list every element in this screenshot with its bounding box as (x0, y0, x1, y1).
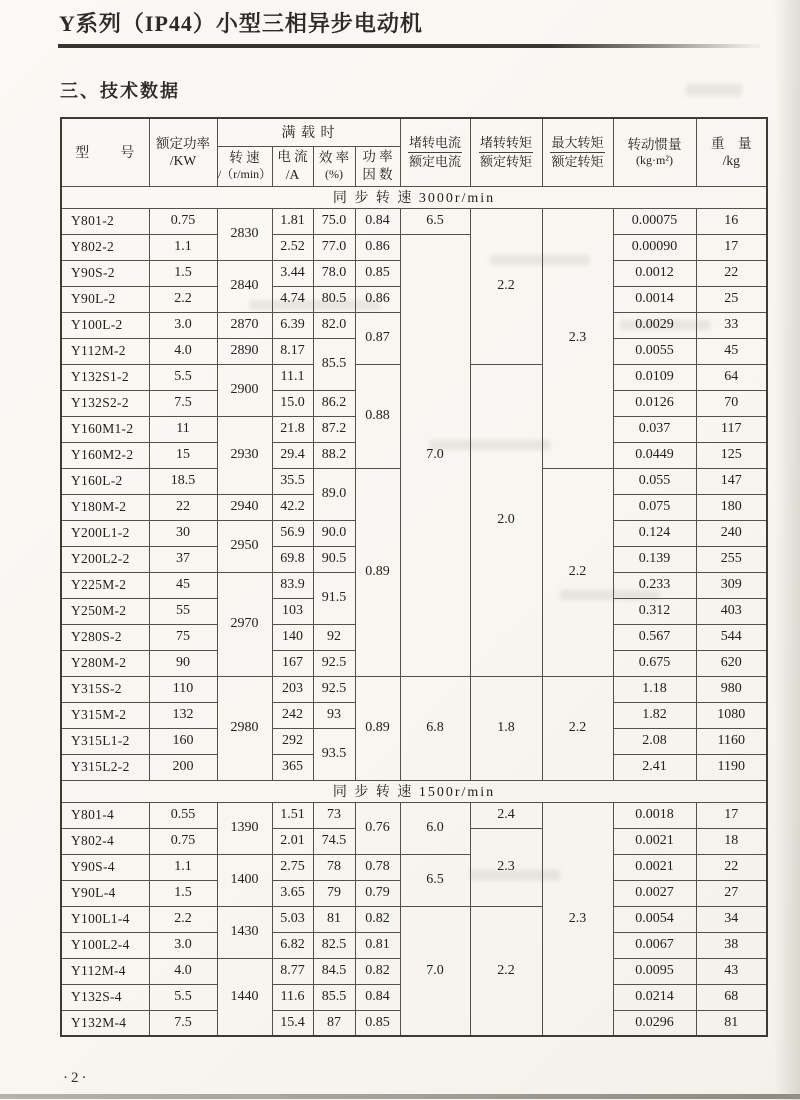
cell-current_a: 3.44 (272, 260, 313, 286)
cell-efficiency_pct: 79 (313, 880, 355, 906)
cell-rated_power_kw: 5.5 (149, 984, 217, 1010)
technical-data-table (60, 117, 768, 1037)
cell-current_a: 69.8 (272, 546, 313, 572)
section-heading: 三、技术数据 (60, 81, 180, 101)
cell-inertia_kgm2: 0.00090 (613, 234, 696, 260)
cell-rated_power_kw: 0.55 (149, 802, 217, 828)
cell-current_a: 35.5 (272, 468, 313, 494)
header-current-unit: /A (285, 167, 300, 182)
cell-inertia_kgm2: 0.0214 (613, 984, 696, 1010)
cell-current_a: 21.8 (272, 416, 313, 442)
cell-efficiency_pct: 82.5 (313, 932, 355, 958)
cell-inertia_kgm2: 0.0126 (613, 390, 696, 416)
cell-speed_rpm: 2970 (217, 572, 272, 676)
scan-bottom-edge (0, 1094, 800, 1099)
cell-rated_power_kw: 7.5 (149, 1010, 217, 1036)
cell-inertia_kgm2: 0.233 (613, 572, 696, 598)
cell-inertia_kgm2: 0.0027 (613, 880, 696, 906)
cell-current_a: 2.52 (272, 234, 313, 260)
title-divider (58, 44, 760, 48)
cell-model: Y160M1-2 (61, 416, 149, 442)
header-efficiency (313, 146, 355, 186)
cell-power_factor: 0.87 (355, 312, 400, 364)
cell-rated_power_kw: 90 (149, 650, 217, 676)
cell-locked_rotor_current_ratio: 6.0 (400, 802, 470, 854)
cell-efficiency_pct: 82.0 (313, 312, 355, 338)
cell-rated_power_kw: 110 (149, 676, 217, 702)
header-inertia-label: 转动惯量 (627, 136, 682, 152)
cell-model: Y802-4 (61, 828, 149, 854)
cell-power_factor: 0.85 (355, 260, 400, 286)
cell-efficiency_pct: 90.5 (313, 546, 355, 572)
header-locked-rotor-current-ratio (400, 118, 470, 186)
cell-max_torque_ratio: 2.2 (542, 676, 613, 780)
scan-right-vignette (774, 0, 800, 1100)
cell-current_a: 83.9 (272, 572, 313, 598)
cell-model: Y112M-4 (61, 958, 149, 984)
cell-inertia_kgm2: 0.0014 (613, 286, 696, 312)
cell-model: Y90L-4 (61, 880, 149, 906)
cell-efficiency_pct: 91.5 (313, 572, 355, 624)
cell-model: Y132S1-2 (61, 364, 149, 390)
cell-weight_kg: 309 (696, 572, 767, 598)
cell-rated_power_kw: 2.2 (149, 286, 217, 312)
cell-efficiency_pct: 78.0 (313, 260, 355, 286)
header-rated-power (149, 118, 217, 186)
cell-rated_power_kw: 1.5 (149, 260, 217, 286)
header-current-label: 电 流 (277, 149, 308, 165)
cell-power_factor: 0.85 (355, 1010, 400, 1036)
cell-weight_kg: 620 (696, 650, 767, 676)
cell-rated_power_kw: 1.5 (149, 880, 217, 906)
cell-efficiency_pct: 75.0 (313, 208, 355, 234)
cell-inertia_kgm2: 2.08 (613, 728, 696, 754)
table-row (61, 208, 767, 234)
cell-efficiency_pct: 74.5 (313, 828, 355, 854)
cell-model: Y250M-2 (61, 598, 149, 624)
table-row (61, 234, 767, 260)
cell-inertia_kgm2: 0.0095 (613, 958, 696, 984)
cell-weight_kg: 45 (696, 338, 767, 364)
cell-current_a: 6.39 (272, 312, 313, 338)
cell-rated_power_kw: 22 (149, 494, 217, 520)
cell-efficiency_pct: 78 (313, 854, 355, 880)
cell-model: Y160M2-2 (61, 442, 149, 468)
header-power-factor-label2: 因 数 (362, 167, 393, 182)
cell-power_factor: 0.86 (355, 286, 400, 312)
cell-current_a: 365 (272, 754, 313, 780)
header-inertia (613, 118, 696, 186)
cell-weight_kg: 70 (696, 390, 767, 416)
cell-speed_rpm: 2930 (217, 416, 272, 494)
cell-rated_power_kw: 15 (149, 442, 217, 468)
cell-locked_rotor_current_ratio: 6.5 (400, 208, 470, 234)
cell-weight_kg: 27 (696, 880, 767, 906)
cell-speed_rpm: 2950 (217, 520, 272, 572)
cell-power_factor: 0.88 (355, 364, 400, 468)
cell-efficiency_pct: 93 (313, 702, 355, 728)
cell-weight_kg: 147 (696, 468, 767, 494)
cell-power_factor: 0.84 (355, 984, 400, 1010)
cell-power_factor: 0.82 (355, 906, 400, 932)
cell-speed_rpm: 2840 (217, 260, 272, 312)
cell-model: Y132S-4 (61, 984, 149, 1010)
header-row-1 (61, 118, 767, 146)
header-speed (217, 146, 272, 186)
cell-weight_kg: 1160 (696, 728, 767, 754)
cell-current_a: 167 (272, 650, 313, 676)
cell-speed_rpm: 2940 (217, 494, 272, 520)
cell-model: Y180M-2 (61, 494, 149, 520)
cell-inertia_kgm2: 2.41 (613, 754, 696, 780)
section-title: 同 步 转 速 3000r/min (61, 186, 767, 208)
cell-power_factor: 0.89 (355, 468, 400, 676)
cell-efficiency_pct: 92 (313, 624, 355, 650)
cell-locked_rotor_torque_ratio: 2.0 (470, 364, 542, 676)
bleed-through-mark (686, 84, 742, 96)
table-body (61, 186, 767, 1036)
cell-inertia_kgm2: 0.075 (613, 494, 696, 520)
cell-model: Y315M-2 (61, 702, 149, 728)
cell-model: Y100L2-4 (61, 932, 149, 958)
cell-weight_kg: 240 (696, 520, 767, 546)
cell-efficiency_pct: 89.0 (313, 468, 355, 520)
section-header-row (61, 186, 767, 208)
cell-current_a: 56.9 (272, 520, 313, 546)
cell-model: Y90L-2 (61, 286, 149, 312)
cell-current_a: 2.01 (272, 828, 313, 854)
cell-weight_kg: 16 (696, 208, 767, 234)
cell-model: Y200L1-2 (61, 520, 149, 546)
header-weight-label: 重 量 (711, 135, 752, 151)
cell-weight_kg: 22 (696, 260, 767, 286)
cell-inertia_kgm2: 0.0449 (613, 442, 696, 468)
cell-speed_rpm: 2830 (217, 208, 272, 260)
cell-rated_power_kw: 1.1 (149, 854, 217, 880)
cell-efficiency_pct: 86.2 (313, 390, 355, 416)
cell-locked_rotor_current_ratio: 7.0 (400, 906, 470, 1036)
cell-inertia_kgm2: 1.18 (613, 676, 696, 702)
cell-efficiency_pct: 73 (313, 802, 355, 828)
cell-power_factor: 0.76 (355, 802, 400, 854)
cell-rated_power_kw: 4.0 (149, 338, 217, 364)
cell-model: Y132S2-2 (61, 390, 149, 416)
cell-locked_rotor_torque_ratio: 2.2 (470, 208, 542, 364)
cell-power_factor: 0.79 (355, 880, 400, 906)
header-inertia-unit: (kg·m²) (636, 153, 673, 168)
cell-locked_rotor_current_ratio: 6.8 (400, 676, 470, 780)
cell-current_a: 8.17 (272, 338, 313, 364)
cell-inertia_kgm2: 0.0029 (613, 312, 696, 338)
cell-model: Y280S-2 (61, 624, 149, 650)
cell-power_factor: 0.81 (355, 932, 400, 958)
cell-weight_kg: 64 (696, 364, 767, 390)
cell-current_a: 4.74 (272, 286, 313, 312)
header-model: 型 号 (61, 118, 149, 186)
cell-speed_rpm: 1390 (217, 802, 272, 854)
cell-efficiency_pct: 81 (313, 906, 355, 932)
cell-weight_kg: 25 (696, 286, 767, 312)
cell-weight_kg: 22 (696, 854, 767, 880)
ratio-denominator: 额定转矩 (479, 153, 532, 169)
cell-model: Y160L-2 (61, 468, 149, 494)
cell-inertia_kgm2: 0.0018 (613, 802, 696, 828)
cell-rated_power_kw: 2.2 (149, 906, 217, 932)
cell-weight_kg: 81 (696, 1010, 767, 1036)
cell-model: Y315S-2 (61, 676, 149, 702)
cell-model: Y90S-4 (61, 854, 149, 880)
cell-rated_power_kw: 132 (149, 702, 217, 728)
cell-current_a: 1.81 (272, 208, 313, 234)
cell-current_a: 242 (272, 702, 313, 728)
cell-max_torque_ratio: 2.3 (542, 802, 613, 1036)
header-speed-unit: /（r/min） (217, 166, 272, 181)
cell-inertia_kgm2: 0.312 (613, 598, 696, 624)
cell-inertia_kgm2: 0.124 (613, 520, 696, 546)
header-full-load: 满 载 时 (217, 118, 400, 146)
cell-current_a: 140 (272, 624, 313, 650)
cell-power_factor: 0.82 (355, 958, 400, 984)
cell-rated_power_kw: 11 (149, 416, 217, 442)
table-header (61, 118, 767, 186)
cell-inertia_kgm2: 0.0054 (613, 906, 696, 932)
cell-current_a: 203 (272, 676, 313, 702)
cell-model: Y200L2-2 (61, 546, 149, 572)
cell-efficiency_pct: 85.5 (313, 984, 355, 1010)
cell-rated_power_kw: 37 (149, 546, 217, 572)
header-speed-label: 转 速 (229, 150, 260, 166)
cell-model: Y802-2 (61, 234, 149, 260)
cell-inertia_kgm2: 0.0021 (613, 828, 696, 854)
cell-inertia_kgm2: 0.0067 (613, 932, 696, 958)
cell-model: Y112M-2 (61, 338, 149, 364)
cell-efficiency_pct: 90.0 (313, 520, 355, 546)
cell-weight_kg: 18 (696, 828, 767, 854)
ratio-numerator: 最大转矩 (550, 135, 604, 153)
cell-inertia_kgm2: 0.0055 (613, 338, 696, 364)
cell-efficiency_pct: 80.5 (313, 286, 355, 312)
cell-current_a: 8.77 (272, 958, 313, 984)
cell-weight_kg: 33 (696, 312, 767, 338)
table-row (61, 854, 767, 880)
cell-weight_kg: 38 (696, 932, 767, 958)
cell-inertia_kgm2: 0.00075 (613, 208, 696, 234)
cell-current_a: 15.0 (272, 390, 313, 416)
cell-weight_kg: 180 (696, 494, 767, 520)
cell-rated_power_kw: 3.0 (149, 312, 217, 338)
cell-model: Y132M-4 (61, 1010, 149, 1036)
cell-efficiency_pct: 92.5 (313, 676, 355, 702)
cell-locked_rotor_torque_ratio: 2.2 (470, 906, 542, 1036)
cell-weight_kg: 17 (696, 802, 767, 828)
cell-rated_power_kw: 200 (149, 754, 217, 780)
cell-inertia_kgm2: 0.567 (613, 624, 696, 650)
cell-current_a: 3.65 (272, 880, 313, 906)
cell-locked_rotor_torque_ratio: 1.8 (470, 676, 542, 780)
cell-inertia_kgm2: 0.037 (613, 416, 696, 442)
cell-speed_rpm: 2890 (217, 338, 272, 364)
cell-rated_power_kw: 3.0 (149, 932, 217, 958)
header-rated-power-label: 额定功率 (156, 135, 210, 151)
cell-speed_rpm: 2980 (217, 676, 272, 780)
cell-rated_power_kw: 45 (149, 572, 217, 598)
ratio-numerator: 堵转电流 (408, 135, 462, 153)
cell-efficiency_pct: 87 (313, 1010, 355, 1036)
cell-weight_kg: 34 (696, 906, 767, 932)
cell-current_a: 5.03 (272, 906, 313, 932)
cell-rated_power_kw: 7.5 (149, 390, 217, 416)
header-efficiency-unit: (%) (325, 166, 343, 181)
cell-model: Y100L-2 (61, 312, 149, 338)
cell-power_factor: 0.89 (355, 676, 400, 780)
cell-efficiency_pct: 88.2 (313, 442, 355, 468)
cell-inertia_kgm2: 1.82 (613, 702, 696, 728)
cell-rated_power_kw: 0.75 (149, 208, 217, 234)
cell-current_a: 103 (272, 598, 313, 624)
table-row (61, 676, 767, 702)
cell-locked_rotor_current_ratio: 6.5 (400, 854, 470, 906)
cell-locked_rotor_torque_ratio: 2.3 (470, 828, 542, 906)
header-efficiency-label: 效 率 (318, 150, 350, 166)
cell-weight_kg: 68 (696, 984, 767, 1010)
section-title: 同 步 转 速 1500r/min (61, 780, 767, 802)
cell-inertia_kgm2: 0.0109 (613, 364, 696, 390)
cell-efficiency_pct: 92.5 (313, 650, 355, 676)
cell-current_a: 6.82 (272, 932, 313, 958)
cell-inertia_kgm2: 0.675 (613, 650, 696, 676)
cell-inertia_kgm2: 0.055 (613, 468, 696, 494)
cell-rated_power_kw: 30 (149, 520, 217, 546)
cell-inertia_kgm2: 0.0012 (613, 260, 696, 286)
ratio-denominator: 额定转矩 (551, 153, 604, 169)
cell-model: Y100L1-4 (61, 906, 149, 932)
cell-weight_kg: 17 (696, 234, 767, 260)
cell-efficiency_pct: 84.5 (313, 958, 355, 984)
cell-rated_power_kw: 5.5 (149, 364, 217, 390)
cell-inertia_kgm2: 0.139 (613, 546, 696, 572)
cell-max_torque_ratio: 2.2 (542, 468, 613, 676)
cell-weight_kg: 980 (696, 676, 767, 702)
cell-model: Y280M-2 (61, 650, 149, 676)
cell-inertia_kgm2: 0.0296 (613, 1010, 696, 1036)
table-row (61, 802, 767, 828)
cell-current_a: 2.75 (272, 854, 313, 880)
cell-model: Y801-2 (61, 208, 149, 234)
cell-weight_kg: 117 (696, 416, 767, 442)
header-max-torque-ratio (542, 118, 613, 186)
cell-speed_rpm: 1400 (217, 854, 272, 906)
cell-efficiency_pct: 77.0 (313, 234, 355, 260)
cell-current_a: 42.2 (272, 494, 313, 520)
cell-model: Y801-4 (61, 802, 149, 828)
table-row (61, 906, 767, 932)
cell-weight_kg: 43 (696, 958, 767, 984)
cell-efficiency_pct: 93.5 (313, 728, 355, 780)
cell-current_a: 15.4 (272, 1010, 313, 1036)
cell-current_a: 292 (272, 728, 313, 754)
ratio-denominator: 额定电流 (408, 153, 461, 169)
cell-rated_power_kw: 55 (149, 598, 217, 624)
cell-model: Y90S-2 (61, 260, 149, 286)
cell-current_a: 11.6 (272, 984, 313, 1010)
header-current (272, 146, 313, 186)
cell-weight_kg: 403 (696, 598, 767, 624)
header-rated-power-unit: /KW (169, 153, 197, 169)
cell-speed_rpm: 1440 (217, 958, 272, 1036)
cell-speed_rpm: 2900 (217, 364, 272, 416)
cell-efficiency_pct: 87.2 (313, 416, 355, 442)
cell-weight_kg: 544 (696, 624, 767, 650)
cell-locked_rotor_torque_ratio: 2.4 (470, 802, 542, 828)
cell-rated_power_kw: 18.5 (149, 468, 217, 494)
cell-current_a: 11.1 (272, 364, 313, 390)
cell-rated_power_kw: 160 (149, 728, 217, 754)
header-weight (696, 118, 767, 186)
cell-power_factor: 0.84 (355, 208, 400, 234)
cell-max_torque_ratio: 2.3 (542, 208, 613, 468)
cell-rated_power_kw: 75 (149, 624, 217, 650)
cell-model: Y315L1-2 (61, 728, 149, 754)
cell-efficiency_pct: 85.5 (313, 338, 355, 390)
cell-model: Y315L2-2 (61, 754, 149, 780)
cell-model: Y225M-2 (61, 572, 149, 598)
header-locked-rotor-torque-ratio (470, 118, 542, 186)
cell-rated_power_kw: 1.1 (149, 234, 217, 260)
header-weight-unit: /kg (722, 153, 740, 169)
cell-weight_kg: 1080 (696, 702, 767, 728)
cell-rated_power_kw: 4.0 (149, 958, 217, 984)
cell-inertia_kgm2: 0.0021 (613, 854, 696, 880)
cell-speed_rpm: 2870 (217, 312, 272, 338)
page-number: ·2· (63, 1070, 90, 1086)
header-power-factor-label: 功 率 (362, 149, 393, 165)
cell-current_a: 29.4 (272, 442, 313, 468)
cell-weight_kg: 125 (696, 442, 767, 468)
ratio-numerator: 堵转转矩 (479, 135, 533, 153)
cell-speed_rpm: 1430 (217, 906, 272, 958)
section-header-row (61, 780, 767, 802)
cell-locked_rotor_current_ratio: 7.0 (400, 234, 470, 676)
document-title: Y系列（IP44）小型三相异步电动机 (59, 11, 423, 36)
cell-weight_kg: 255 (696, 546, 767, 572)
cell-current_a: 1.51 (272, 802, 313, 828)
cell-rated_power_kw: 0.75 (149, 828, 217, 854)
cell-power_factor: 0.78 (355, 854, 400, 880)
header-power-factor (355, 146, 400, 186)
cell-power_factor: 0.86 (355, 234, 400, 260)
cell-weight_kg: 1190 (696, 754, 767, 780)
